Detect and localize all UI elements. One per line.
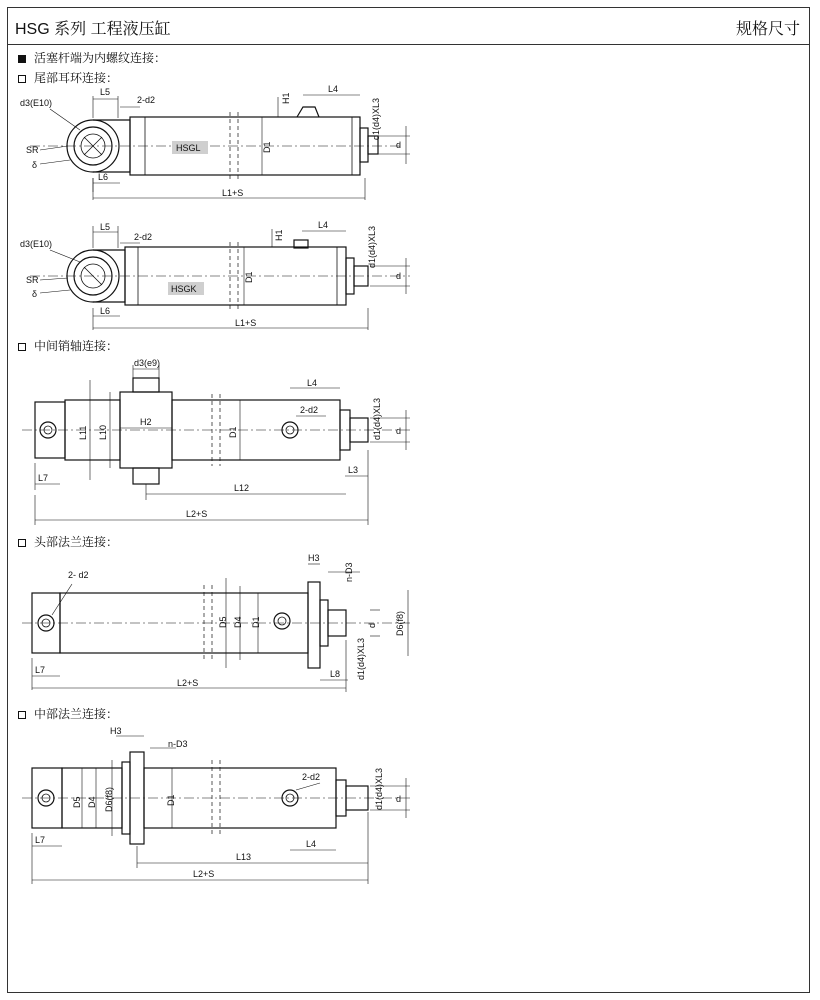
dim-d1-d4-XL3: d1(d4)XL3 [372, 397, 382, 440]
oil-port [297, 107, 319, 117]
diagram-trunnion [22, 358, 410, 525]
diagram-mid-flange [22, 726, 412, 884]
sheet-subtitle: 规格尺寸 [735, 21, 800, 38]
dim-L4: L4 [328, 84, 339, 94]
dim-D1: D1 [244, 271, 254, 283]
dim-d3: d3(E10) [20, 98, 53, 108]
model-tag-label: HSGK [171, 284, 197, 294]
dim-L4: L4 [307, 378, 318, 388]
dim-2-d2: 2-d2 [302, 772, 321, 782]
dim-SR: SR [26, 145, 39, 155]
diagram-head-flange [22, 553, 412, 692]
dim-L6: L6 [100, 306, 111, 316]
section-main-heading: 活塞杆端为内螺纹连接： [18, 49, 166, 66]
head-flange [308, 582, 320, 668]
dim-L4: L4 [306, 839, 317, 849]
section-mid-flange: 中部法兰连接： [18, 705, 118, 722]
trunnion-block [120, 392, 172, 468]
sheet-title: HSG 系列 工程液压缸 [15, 21, 171, 38]
dim-L1S: L1+S [222, 188, 244, 198]
section-head-flange: 头部法兰连接： [18, 533, 118, 550]
dim-d: d [367, 622, 377, 628]
dim-L11: L11 [78, 425, 88, 440]
dim-H1: H1 [281, 92, 291, 104]
dim-d3-e9: d3(e9) [134, 358, 161, 368]
dim-L5: L5 [100, 87, 111, 97]
dim-L13: L13 [236, 852, 252, 862]
dim-SR: SR [26, 275, 39, 285]
dim-L3: L3 [348, 465, 359, 475]
dim-H3: H3 [110, 726, 122, 736]
section-trunnion: 中间销轴连接： [18, 337, 118, 354]
dim-L4: L4 [318, 220, 329, 230]
dim-d1-d4-XL3: d1(d4)XL3 [371, 97, 381, 140]
dim-d: d [396, 794, 402, 804]
dim-n-D3: n-D3 [168, 739, 188, 749]
diagram-hsgk [20, 220, 410, 330]
dim-L7: L7 [35, 835, 46, 845]
dim-D5: D5 [218, 616, 228, 628]
section-rear-clevis: 尾部耳环连接： [18, 69, 118, 86]
dim-2-d2: 2-d2 [137, 95, 156, 105]
dim-2-d2: 2- d2 [68, 570, 89, 580]
dim-2-d2: 2-d2 [134, 232, 153, 242]
dim-2-d2: 2-d2 [300, 405, 319, 415]
dim-H1: H1 [274, 229, 284, 241]
dim-L7: L7 [38, 473, 49, 483]
dim-d1-d4-XL3: d1(d4)XL3 [367, 225, 377, 268]
dim-delta: δ [32, 160, 38, 170]
dim-D4: D4 [233, 616, 243, 628]
dim-L6: L6 [98, 172, 109, 182]
dim-L2S: L2+S [193, 869, 215, 879]
dim-D4: D4 [87, 796, 97, 808]
dim-d: d [396, 140, 402, 150]
dim-L12: L12 [234, 483, 250, 493]
dim-L5: L5 [100, 222, 111, 232]
dim-d: d [396, 271, 402, 281]
model-tag-label: HSGL [176, 143, 201, 153]
dim-L2S: L2+S [186, 509, 208, 519]
dim-delta: δ [32, 289, 38, 299]
rod-end [360, 128, 368, 162]
dim-D6-f8: D6(f8) [395, 610, 405, 636]
dim-D6-f8: D6(f8) [104, 786, 114, 812]
dim-H2: H2 [140, 417, 152, 427]
dim-L7: L7 [35, 665, 46, 675]
dim-n-D3: n-D3 [344, 562, 354, 582]
dim-D1: D1 [166, 794, 176, 806]
dim-H3: H3 [308, 553, 320, 563]
dim-L1S: L1+S [235, 318, 257, 328]
dim-L8: L8 [330, 669, 341, 679]
dim-d3: d3(E10) [20, 239, 53, 249]
dim-D1: D1 [228, 426, 238, 438]
dim-L10: L10 [98, 424, 108, 440]
diagram-hsgl [20, 84, 410, 200]
dim-L2S: L2+S [177, 678, 199, 688]
dim-D5: D5 [72, 796, 82, 808]
dim-d1-d4-XL3: d1(d4)XL3 [356, 637, 366, 680]
dim-D1: D1 [262, 141, 272, 153]
dim-D1: D1 [251, 616, 261, 628]
dim-d1-d4-XL3: d1(d4)XL3 [374, 767, 384, 810]
dim-d: d [396, 426, 402, 436]
